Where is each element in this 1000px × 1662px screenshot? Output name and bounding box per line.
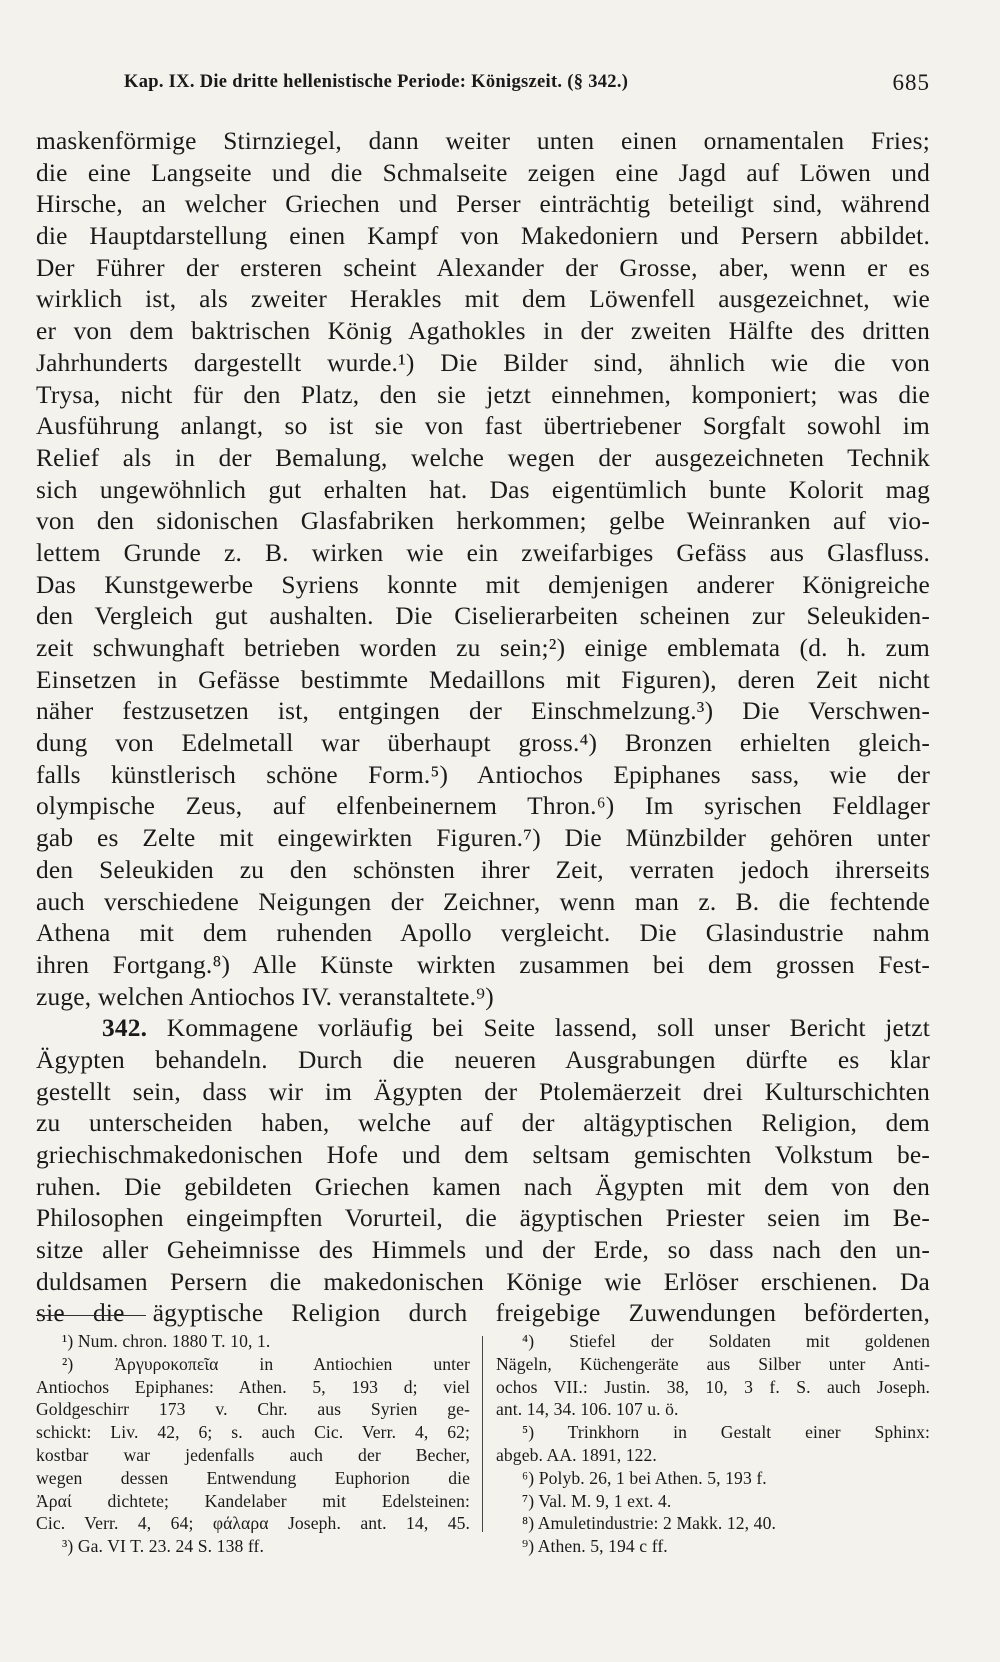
text-line: den Seleukiden zu den schönsten ihrer Zeit, verraten jedoch ihrerseits xyxy=(36,855,930,884)
footnote-line: ⁴) Stiefel der Soldaten mit goldenen xyxy=(522,1331,930,1351)
footnote-line: Nägeln, Küchengeräte aus Silber unter Anti- xyxy=(496,1353,930,1374)
section-number: 342. xyxy=(102,1014,148,1043)
footnotes-right-column xyxy=(496,1330,930,1558)
text-line: die Hauptdarstellung einen Kampf von Makedoniern und Persern abbildet. xyxy=(36,222,930,251)
running-head: Kap. IX. Die dritte hellenistische Periode: Königszeit. (§ 342.) xyxy=(124,72,629,92)
text-line: duldsamen Persern die makedonischen Könige wie Erlöser erschienen. Da xyxy=(36,1267,930,1296)
footnote-line: ¹) Num. chron. 1880 T. 10, 1. xyxy=(62,1331,271,1351)
footnote-line: Goldgeschirr 173 v. Chr. aus Syrien ge- xyxy=(36,1399,470,1420)
footnote-line: Antiochos Epiphanes: Athen. 5, 193 d; viel xyxy=(36,1376,470,1397)
text-line: gab es Zelte mit eingewirkten Figuren.⁷) Die Münzbilder gehören unter xyxy=(36,824,930,853)
footnote-line: schickt: Liv. 42, 6; s. auch Cic. Verr. 4, 62; xyxy=(36,1422,470,1443)
footnote-line: ⁷) Val. M. 9, 1 ext. 4. xyxy=(522,1490,672,1511)
footnote-line: kostbar war jedenfalls auch der Becher, xyxy=(36,1444,470,1465)
page-header xyxy=(124,66,930,100)
text-line: sich ungewöhnlich gut erhalten hat. Das eigentümlich bunte Kolorit mag xyxy=(36,475,930,504)
footnote-line: abgeb. AA. 1891, 122. xyxy=(496,1444,657,1465)
text-line: Ägypten behandeln. Durch die neueren Ausgrabungen dürfte es klar xyxy=(36,1045,930,1074)
footnote-line: ochos VII.: Justin. 38, 10, 3 f. S. auch Joseph. xyxy=(496,1376,930,1397)
text-line: zeit schwunghaft betrieben worden zu sein;²) einige emblemata (d. h. zum xyxy=(36,634,930,662)
section-first-line xyxy=(36,1013,930,1045)
text-line: Hirsche, an welcher Griechen und Perser einträchtig beteiligt sind, während xyxy=(36,190,930,219)
footnote-line: ²) Ἀργυροκοπεῖα in Antiochien unter xyxy=(62,1353,470,1374)
footnote-column-divider xyxy=(482,1336,483,1532)
footnote-line: Cic. Verr. 4, 64; φάλαρα Joseph. ant. 14, 45. xyxy=(36,1513,470,1534)
footnote-line: ⁹) Athen. 5, 194 c ff. xyxy=(522,1536,668,1557)
text-line: zuge, welchen Antiochos IV. veranstaltete.⁹) xyxy=(36,982,494,1011)
text-line: ihren Fortgang.⁸) Alle Künste wirkten zusammen bei dem grossen Fest- xyxy=(36,950,930,979)
text-line: lettem Grunde z. B. wirken wie ein zweifarbiges Gefäss aus Glasfluss. xyxy=(36,538,930,567)
footnotes-left-column xyxy=(36,1330,470,1558)
text-line: Ausführung anlangt, so ist sie von fast übertriebener Sorgfalt sowohl im xyxy=(36,412,930,441)
text-line: sie die ägyptische Religion durch freigebige Zuwendungen beförderten, xyxy=(36,1299,930,1328)
text-line: griechischmakedonischen Hofe und dem seltsam gemischten Volkstum be- xyxy=(36,1141,930,1169)
text-line: olympische Zeus, auf elfenbeinernem Thron.⁶) Im syrischen Feldlager xyxy=(36,792,930,821)
text-line: näher festzusetzen ist, entgingen der Einschmelzung.³) Die Verschwen- xyxy=(36,697,930,726)
text-line: Der Führer der ersteren scheint Alexander der Grosse, aber, wenn er es xyxy=(36,253,930,282)
text-line: sitze aller Geheimnisse des Himmels und der Erde, so dass nach den un- xyxy=(36,1236,930,1265)
text-line: Trysa, nicht für den Platz, den sie jetzt einnehmen, komponiert; was die xyxy=(36,380,930,409)
text-line: Das Kunstgewerbe Syriens konnte mit demjenigen anderer Königreiche xyxy=(36,570,930,599)
text-line: auch verschiedene Neigungen der Zeichner, wenn man z. B. die fechtende xyxy=(36,887,930,916)
text-line: Philosophen eingeimpften Vorurteil, die ägyptischen Priester seien im Be- xyxy=(36,1204,930,1233)
footnote-line: wegen dessen Entwendung Euphorion die xyxy=(36,1467,470,1488)
page-number: 685 xyxy=(892,70,930,95)
text-line: den Vergleich gut aushalten. Die Ciselierarbeiten scheinen zur Seleukiden- xyxy=(36,602,930,631)
footnote-line: ⁶) Polyb. 26, 1 bei Athen. 5, 193 f. xyxy=(522,1467,767,1488)
text-line: wirklich ist, als zweiter Herakles mit dem Löwenfell ausgezeichnet, wie xyxy=(36,285,930,314)
text-line: ruhen. Die gebildeten Griechen kamen nach Ägypten mit dem von den xyxy=(36,1172,930,1201)
section-first-line-text: Kommagene vorläufig bei Seite lassend, soll unser Bericht jetzt xyxy=(147,1014,930,1043)
text-line: Athena mit dem ruhenden Apollo vergleicht. Die Glasindustrie nahm xyxy=(36,919,930,948)
footnote-line: ⁵) Trinkhorn in Gestalt einer Sphinx: xyxy=(522,1422,930,1443)
text-line: gestellt sein, dass wir im Ägypten der Ptolemäerzeit drei Kulturschichten xyxy=(36,1077,930,1106)
footnote-line: ant. 14, 34. 106. 107 u. ö. xyxy=(496,1399,679,1420)
text-line: zu unterscheiden haben, welche auf der altägyptischen Religion, dem xyxy=(36,1109,930,1138)
text-line: Relief als in der Bemalung, welche wegen der ausgezeichneten Technik xyxy=(36,443,930,472)
footnote-line: ³) Ga. VI T. 23. 24 S. 138 ff. xyxy=(62,1536,264,1557)
footnote-line: Ἀραί dichtete; Kandelaber mit Edelsteinen: xyxy=(36,1490,470,1511)
text-line: von den sidonischen Glasfabriken herkommen; gelbe Weinranken auf vio- xyxy=(36,507,930,536)
text-line: die eine Langseite und die Schmalseite zeigen eine Jagd auf Löwen und xyxy=(36,158,930,187)
text-line: Einsetzen in Gefässe bestimmte Medaillons mit Figuren), deren Zeit nicht xyxy=(36,665,930,694)
text-line: maskenförmige Stirnziegel, dann weiter unten einen ornamentalen Fries; xyxy=(36,127,930,155)
main-text xyxy=(36,126,930,1330)
text-line: er von dem baktrischen König Agathokles in der zweiten Hälfte des dritten xyxy=(36,317,930,346)
text-line: falls künstlerisch schöne Form.⁵) Antiochos Epiphanes sass, wie der xyxy=(36,760,930,789)
text-line: Jahrhunderts dargestellt wurde.¹) Die Bilder sind, ähnlich wie die von xyxy=(36,348,930,377)
footnote-separator xyxy=(36,1315,146,1316)
footnote-line: ⁸) Amuletindustrie: 2 Makk. 12, 40. xyxy=(522,1513,776,1534)
text-line: dung von Edelmetall war überhaupt gross.⁴) Bronzen erhielten gleich- xyxy=(36,729,930,758)
